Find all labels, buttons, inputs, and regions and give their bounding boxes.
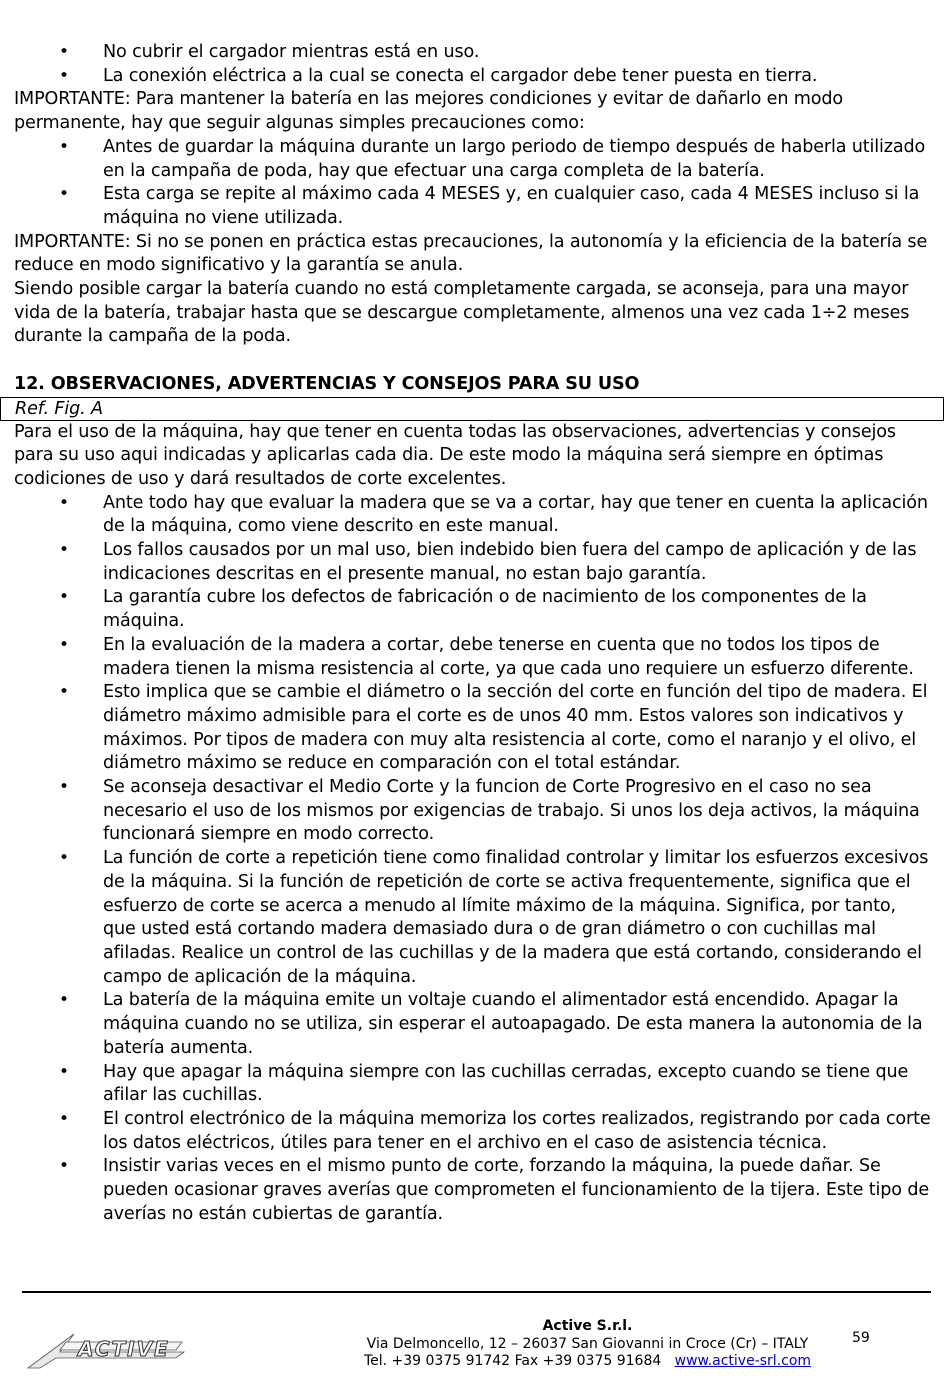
importante-paragraph-2: IMPORTANTE: Si no se ponen en práctica estas precauciones, la autonomía y la eficiencia de la batería se reduce en modo significativo y la garantía se anula.: [14, 231, 928, 276]
active-logo: [26, 1328, 186, 1376]
footer-divider: [22, 1291, 931, 1293]
phone-fax: Tel. +39 0375 91742 Fax +39 0375 91684: [363, 1353, 662, 1370]
company-name: Active S.r.l.: [542, 1318, 633, 1334]
document-body: [14, 41, 932, 1226]
section-title: 12. OBSERVACIONES, ADVERTENCIAS Y CONSEJOS PARA SU USO: [14, 373, 640, 394]
list-item: • Se aconseja desactivar el Medio Corte y la funcion de Corte Progresivo en el caso no sea necesario el uso de los mismos por exigencias de trabajo. Si unos los deja activos, la máquina funcionará siempre en modo correcto.: [14, 776, 932, 847]
website-link[interactable]: www.active-srl.com: [674, 1353, 812, 1370]
list-item: • Hay que apagar la máquina siempre con las cuchillas cerradas, excepto cuando se tiene que afilar las cuchillas.: [14, 1061, 932, 1108]
list-item: • Ante todo hay que evaluar la madera que se va a cortar, hay que tener en cuenta la aplicación de la máquina, como viene descrito en este manual.: [14, 492, 932, 539]
section-intro: Para el uso de la máquina, hay que tener en cuenta todas las observaciones, advertencias y consejos para su uso aqui indicadas y aplicarlas cada dia. De este modo la máquina será siempre en óptimas codiciones de uso y dará resultados de corte excelentes.: [14, 421, 896, 489]
company-contact: [360, 1353, 815, 1371]
list-item: • El control electrónico de la máquina memoriza los cortes realizados, registrando por cada corte los datos eléctricos, útiles para tener en el archivo en el caso de asistencia técnica.: [14, 1108, 932, 1155]
list-item: • En la evaluación de la madera a cortar, debe tenerse en cuenta que no todos los tipos de madera tienen la misma resistencia al corte, ya que cada uno requiere un esfuerzo diferente.: [14, 634, 932, 681]
precaution-bullets: [14, 136, 932, 231]
charger-bullets: [14, 41, 932, 88]
list-item: • Esto implica que se cambie el diámetro o la sección del corte en función del tipo de madera. El diámetro máximo admisible para el corte es de unos 40 mm. Estos valores son indicativos y máximos. Por tipos de madera con muy alta resistencia al corte, como el naranjo y el olivo, el diámetro máximo se reduce en comparación con el total estándar.: [14, 681, 932, 776]
importante-paragraph-1: IMPORTANTE: Para mantener la batería en las mejores condiciones y evitar de dañarlo en modo permanente, hay que seguir algunas simples precauciones como:: [14, 89, 844, 134]
list-item: • Insistir varias veces en el mismo punto de corte, forzando la máquina, la puede dañar. Se pueden ocasionar graves averías que comprometen el funcionamiento de la tijera. Este tipo de averías no están cubiertas de garantía.: [14, 1155, 932, 1226]
list-item: • La garantía cubre los defectos de fabricación o de nacimiento de los componentes de la máquina.: [14, 586, 932, 633]
list-item: • Los fallos causados por un mal uso, bien indebido bien fuera del campo de aplicación y de las indicaciones descritas en el presente manual, no estan bajo garantía.: [14, 539, 932, 586]
list-item: • Esta carga se repite al máximo cada 4 MESES y, en cualquier caso, cada 4 MESES incluso si la máquina no viene utilizada.: [14, 183, 932, 230]
company-address: Via Delmoncello, 12 – 26037 San Giovanni in Croce (Cr) – ITALY: [366, 1335, 809, 1352]
list-item: • La conexión eléctrica a la cual se conecta el cargador debe tener puesta en tierra.: [14, 65, 932, 89]
list-item: • La función de corte a repetición tiene como finalidad controlar y limitar los esfuerzos excesivos de la máquina. Si la función de repetición de corte se activa frequentemente, significa que el esfuerzo de corte se acerca a menudo al límite máximo de la máquina. Significa, por tanto, que usted está cortando madera demasiado dura o de gran diámetro o con cuchillas mal afiladas. Realice un control de las cuchillas y de la madera que está cortando, considerando el campo de aplicación de la máquina.: [14, 847, 932, 989]
svg-text:ACTIVE: ACTIVE: [78, 1337, 170, 1361]
page-number: 59: [852, 1330, 870, 1346]
figure-reference: Ref. Fig. A: [0, 397, 944, 421]
list-item: • Antes de guardar la máquina durante un largo periodo de tiempo después de haberla utilizado en la campaña de poda, hay que efectuar una carga completa de la batería.: [14, 136, 932, 183]
company-info: [360, 1318, 815, 1371]
list-item: • No cubrir el cargador mientras está en uso.: [14, 41, 932, 65]
battery-advice-paragraph: Siendo posible cargar la batería cuando no está completamente cargada, se aconseja, para una mayor vida de la batería, trabajar hasta que se descargue completamente, almenos una vez cada 1÷2 meses durante la campaña de la poda.: [14, 279, 910, 347]
usage-bullets: [14, 492, 932, 1227]
list-item: • La batería de la máquina emite un voltaje cuando el alimentador está encendido. Apagar la máquina cuando no se utiliza, sin esperar el autoapagado. De esta manera la autonomia de la batería aumenta.: [14, 989, 932, 1060]
